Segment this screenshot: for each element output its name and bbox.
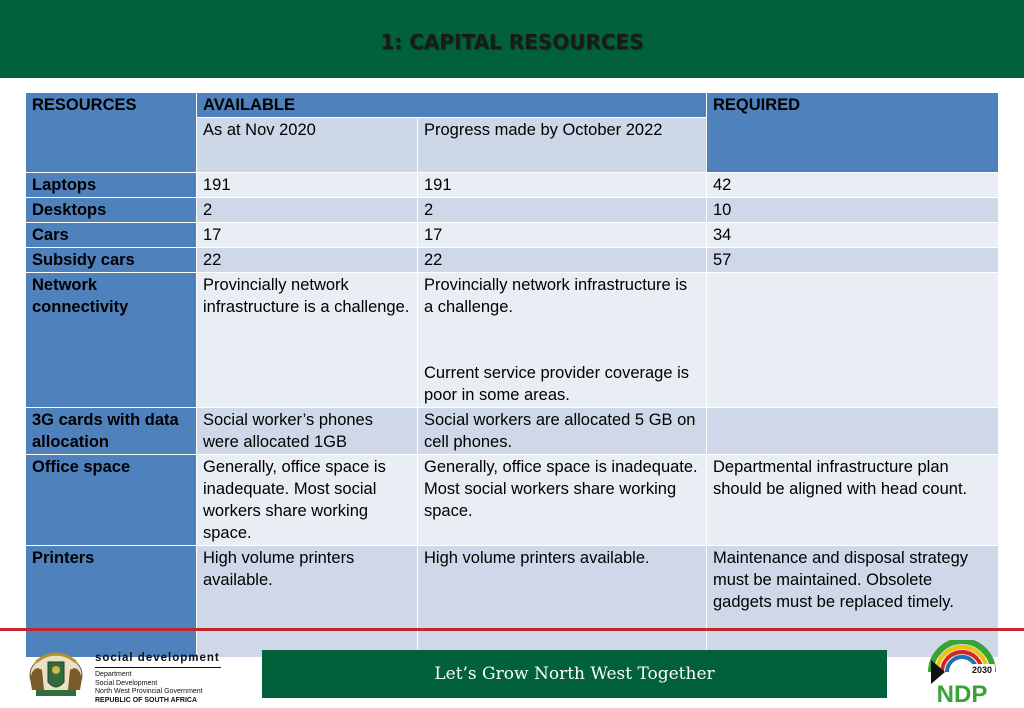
table-row bbox=[26, 273, 999, 408]
cell-as-at: Social worker’s phones were allocated 1GB bbox=[197, 408, 418, 455]
department-line: Department bbox=[95, 671, 132, 678]
cell-required bbox=[707, 408, 999, 455]
row-label: Printers bbox=[26, 546, 197, 658]
cell-as-at: 191 bbox=[197, 173, 418, 198]
capital-resources-table bbox=[25, 92, 999, 658]
header-progress-oct-2022: Progress made by October 2022 bbox=[418, 118, 707, 173]
table-row bbox=[26, 173, 999, 198]
cell-progress: Generally, office space is inadequate. Most social workers share working space. bbox=[418, 455, 707, 546]
cell-required bbox=[707, 273, 999, 408]
cell-as-at: Provincially network infrastructure is a challenge. bbox=[197, 273, 418, 408]
table-row bbox=[26, 198, 999, 223]
cell-progress: 17 bbox=[418, 223, 707, 248]
department-logo-text bbox=[95, 652, 221, 705]
title-banner bbox=[0, 0, 1024, 78]
cell-as-at: 22 bbox=[197, 248, 418, 273]
department-line: North West Provincial Government bbox=[95, 688, 203, 695]
header-available: AVAILABLE bbox=[197, 93, 707, 118]
department-brand: social development bbox=[95, 652, 221, 668]
header-as-at-nov-2020: As at Nov 2020 bbox=[197, 118, 418, 173]
cell-progress bbox=[418, 273, 707, 408]
ndp-text: NDP bbox=[936, 681, 988, 706]
slide-title: 1: CAPITAL RESOURCES bbox=[380, 30, 644, 54]
slogan-text: Let’s Grow North West Together bbox=[434, 664, 715, 684]
department-line: Social Development bbox=[95, 679, 158, 687]
row-label: Office space bbox=[26, 455, 197, 546]
row-label: 3G cards with data allocation bbox=[26, 408, 197, 455]
header-resources: RESOURCES bbox=[26, 93, 197, 173]
cell-as-at: Generally, office space is inadequate. Most social workers share working space. bbox=[197, 455, 418, 546]
row-label: Desktops bbox=[26, 198, 197, 223]
cell-required: 34 bbox=[707, 223, 999, 248]
table-row bbox=[26, 223, 999, 248]
cell-progress: 191 bbox=[418, 173, 707, 198]
cell-progress: 2 bbox=[418, 198, 707, 223]
cell-required: 10 bbox=[707, 198, 999, 223]
cell-progress: Social workers are allocated 5 GB on cell phones. bbox=[418, 408, 707, 455]
cell-as-at: 17 bbox=[197, 223, 418, 248]
row-label: Laptops bbox=[26, 173, 197, 198]
table-row bbox=[26, 248, 999, 273]
row-label: Network connectivity bbox=[26, 273, 197, 408]
row-label: Subsidy cars bbox=[26, 248, 197, 273]
cell-required: Maintenance and disposal strategy must be maintained. Obsolete gadgets must be replaced timely. bbox=[707, 546, 999, 658]
cell-as-at: High volume printers available. bbox=[197, 546, 418, 658]
progress-note: Provincially network infrastructure is a challenge. bbox=[424, 276, 688, 316]
table-row bbox=[26, 455, 999, 546]
cell-progress: 22 bbox=[418, 248, 707, 273]
progress-note: Current service provider coverage is poor in some areas. bbox=[424, 364, 690, 404]
cell-progress: High volume printers available. bbox=[418, 546, 707, 658]
ndp-2030-logo-icon bbox=[925, 640, 999, 706]
cell-required: 57 bbox=[707, 248, 999, 273]
header-required: REQUIRED bbox=[707, 93, 999, 173]
cell-required: 42 bbox=[707, 173, 999, 198]
table-row bbox=[26, 408, 999, 455]
cell-required: Departmental infrastructure plan should be aligned with head count. bbox=[707, 455, 999, 546]
department-country: REPUBLIC OF SOUTH AFRICA bbox=[95, 696, 198, 704]
row-label: Cars bbox=[26, 223, 197, 248]
table-row bbox=[26, 546, 999, 658]
cell-as-at: 2 bbox=[197, 198, 418, 223]
ndp-year: 2030 bbox=[971, 665, 993, 675]
slogan-banner bbox=[262, 650, 887, 698]
footer-divider bbox=[0, 628, 1024, 631]
